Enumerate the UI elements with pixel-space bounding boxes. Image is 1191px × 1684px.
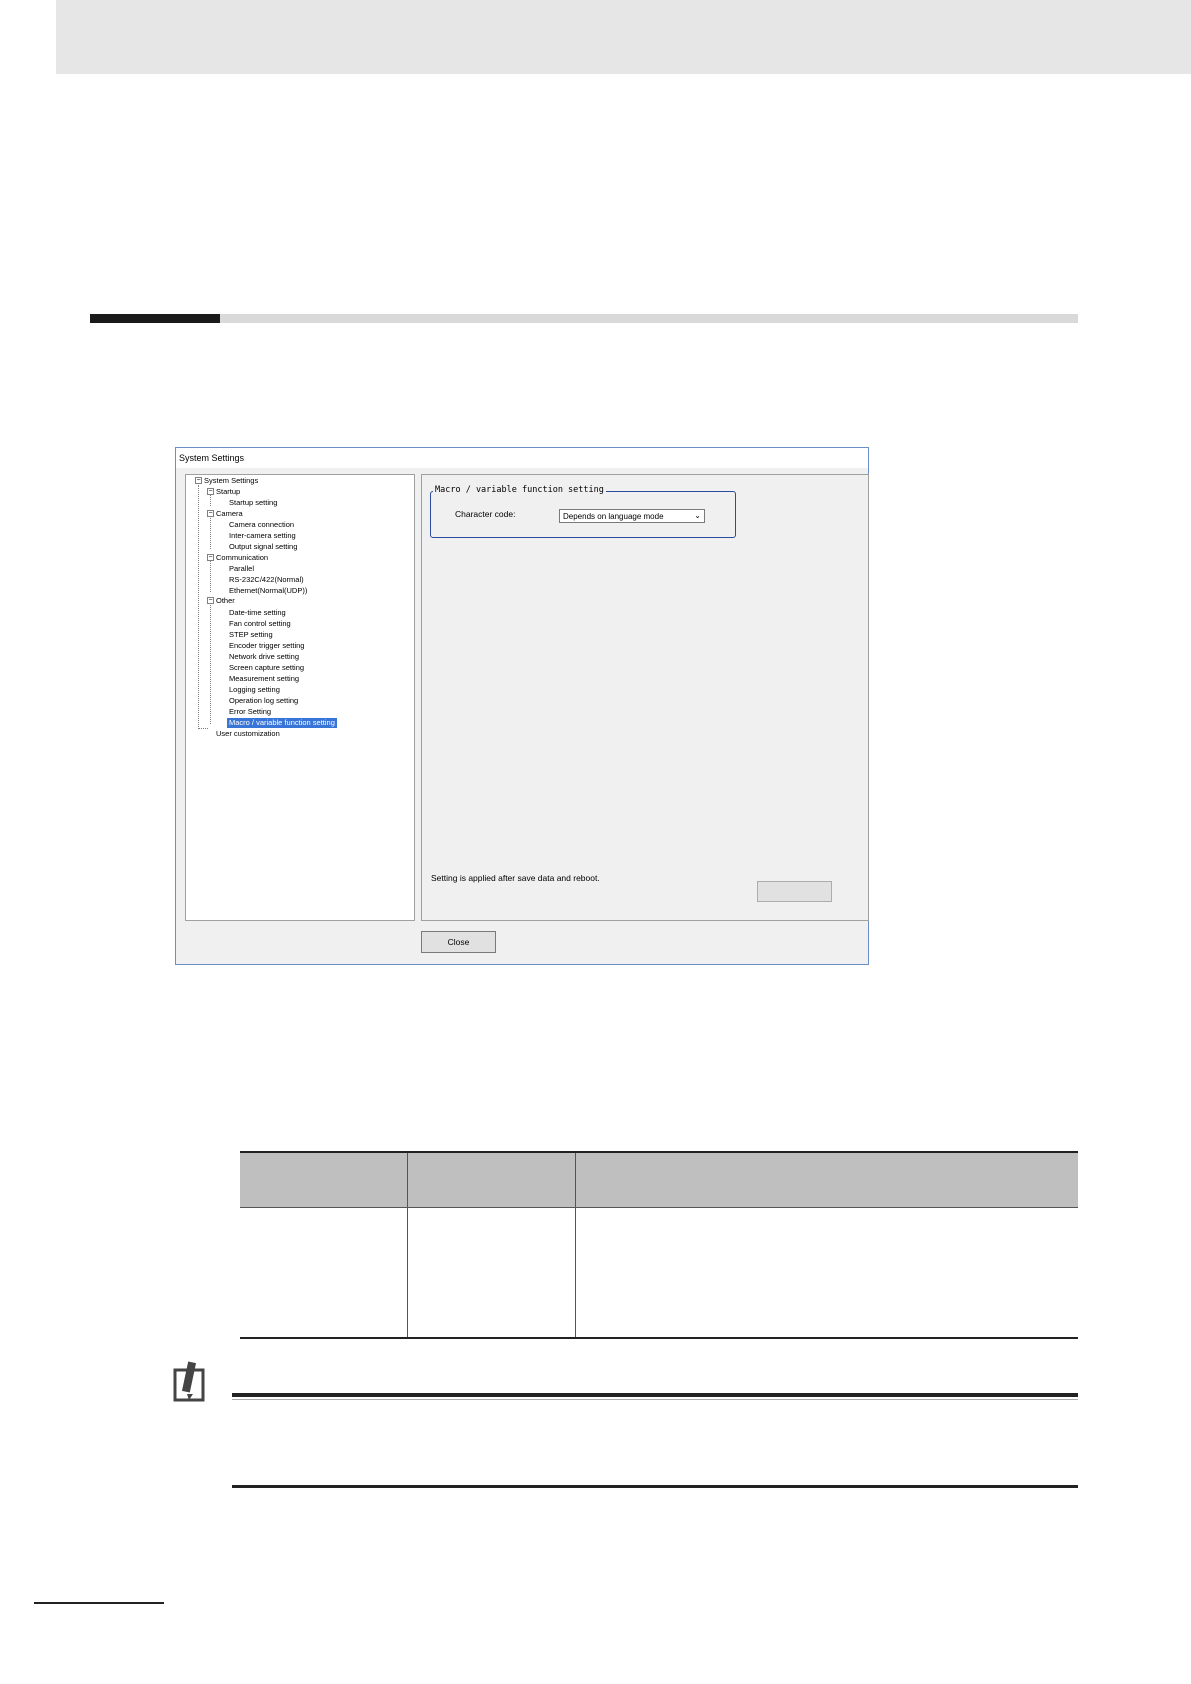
precaution-rule-thin [232,1399,1078,1400]
tree-item-error-setting[interactable]: Error Setting [229,707,272,716]
settings-tree [185,474,415,921]
tree-line [210,495,211,506]
tree-item-other[interactable]: Other [216,596,235,605]
tree-item-step-setting[interactable]: STEP setting [229,630,273,639]
precaution-rule-top [232,1393,1078,1397]
tree-item-logging-setting[interactable]: Logging setting [229,685,280,694]
tree-item-parallel[interactable]: Parallel [229,564,255,573]
tree-item-inter-camera-setting[interactable]: Inter-camera setting [229,531,296,540]
tree-item-date-time-setting[interactable]: Date-time setting [229,608,286,617]
tree-item-operation-log-setting[interactable]: Operation log setting [229,696,299,705]
apply-button[interactable] [757,881,832,902]
tree-item-rs232c[interactable]: RS-232C/422(Normal) [229,575,304,584]
tree-item-user-customization[interactable]: User customization [216,729,280,738]
dialog-title: System Settings [179,453,245,463]
tree-item-macro-variable-setting[interactable]: Macro / variable function setting [229,718,335,727]
tree-line [210,602,211,724]
collapse-icon[interactable]: − [208,510,213,517]
tree-item-ethernet[interactable]: Ethernet(Normal(UDP)) [229,586,308,595]
page-header-band [56,0,1191,74]
collapse-icon[interactable]: − [208,488,213,495]
section-rule [220,314,1078,323]
close-button[interactable]: Close [421,931,496,953]
tree-line [210,516,211,549]
tree-item-system-settings[interactable]: System Settings [204,476,259,485]
groupbox-title: Macro / variable function setting [435,485,604,495]
chevron-down-icon: ⌄ [694,511,701,520]
tree-item-camera[interactable]: Camera [216,509,243,518]
section-rule-accent [90,314,220,323]
tree-item-measurement-setting[interactable]: Measurement setting [229,674,300,683]
character-code-select[interactable] [559,509,705,523]
tree-item-network-drive-setting[interactable]: Network drive setting [229,652,300,661]
footer-rule [34,1602,164,1604]
table-rule-bottom [240,1337,1078,1339]
macro-variable-groupbox [430,485,736,538]
tree-item-startup-setting[interactable]: Startup setting [229,498,278,507]
tree-item-output-signal-setting[interactable]: Output signal setting [229,542,298,551]
precaution-icon [173,1360,209,1402]
reboot-note: Setting is applied after save data and reboot. [431,873,600,883]
tree-item-encoder-trigger-setting[interactable]: Encoder trigger setting [229,641,305,650]
table-column-divider [407,1153,408,1337]
tree-item-communication[interactable]: Communication [216,553,269,562]
tree-line [198,728,208,729]
tree-item-fan-control-setting[interactable]: Fan control setting [229,619,291,628]
precaution-rule-bottom [232,1485,1078,1488]
tree-line [210,559,211,592]
collapse-icon[interactable]: − [208,554,213,561]
character-code-value: Depends on language mode [563,512,664,521]
collapse-icon[interactable]: − [208,597,213,604]
table-header-row [240,1153,1078,1207]
dialog-titlebar [176,448,868,468]
collapse-icon[interactable]: − [196,477,201,484]
tree-line [198,485,199,729]
tree-item-screen-capture-setting[interactable]: Screen capture setting [229,663,305,672]
character-code-label: Character code: [455,509,516,519]
table-column-divider [575,1153,576,1337]
settings-content-panel [421,474,869,921]
system-settings-dialog [175,447,869,965]
tree-item-camera-connection[interactable]: Camera connection [229,520,295,529]
tree-item-startup[interactable]: Startup [216,487,241,496]
table-row-rule [240,1207,1078,1208]
